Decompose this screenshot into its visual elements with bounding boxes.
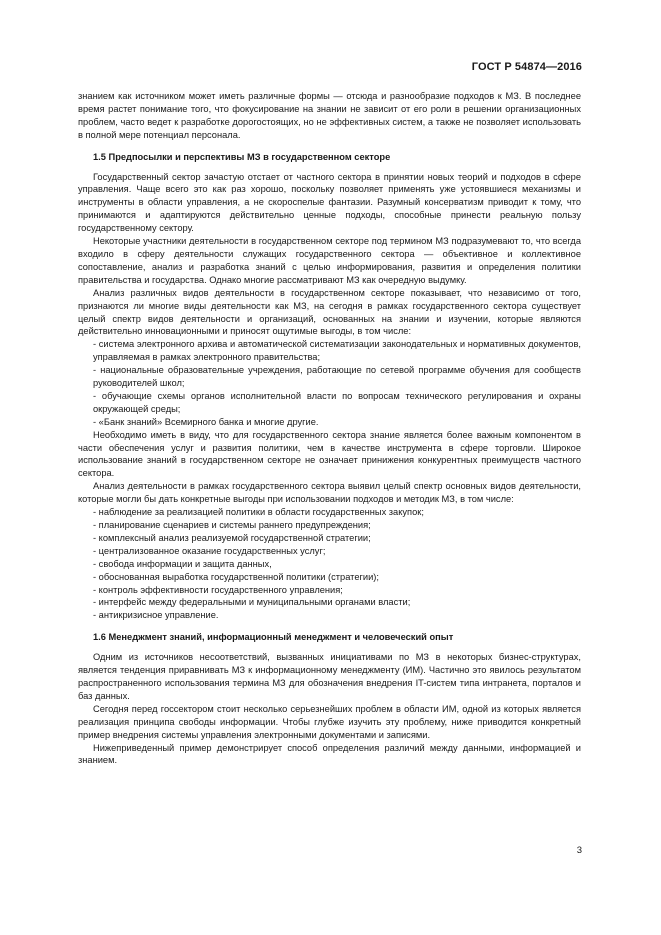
document-body bbox=[78, 90, 581, 767]
paragraph: Необходимо иметь в виду, что для государственного сектора знание является более важным компонентом в части обеспечения услуг и развития политики, чем в качестве инструмента в сфере торговли. Широкое использование знаний в государственном секторе не означает принижения конкурентных преимуществ частного сектора. bbox=[78, 429, 581, 479]
list-item: - система электронного архива и автоматической систематизации законодательных и нормативных документов, управляемая в рамках электронного правительства; bbox=[93, 339, 581, 363]
list-item: - национальные образовательные учреждения, работающие по сетевой программе обучения для сообществ руководителей школ; bbox=[93, 365, 581, 389]
section-heading-1-5: 1.5 Предпосылки и перспективы МЗ в государственном секторе bbox=[93, 151, 391, 162]
list-item: - комплексный анализ реализуемой государственной стратегии; bbox=[93, 532, 371, 543]
list-item: - антикризисное управление. bbox=[93, 610, 219, 621]
paragraph: Анализ различных видов деятельности в государственном секторе показывает, что независимо от того, признаются ли многие виды деятельности как МЗ, на сегодня в рамках государственного сектора существует целый спектр видов деятельности и организаций, основанных на знании и изучении, которые являются действительно инновационными и приносят ощутимые выгоды, в том числе: bbox=[78, 287, 581, 337]
paragraph: Нижеприведенный пример демонстрирует способ определения различий между данными, информацией и знанием. bbox=[78, 742, 581, 766]
list-item: - обучающие схемы органов исполнительной власти по вопросам технического регулирования и охраны окружающей среды; bbox=[93, 390, 581, 414]
paragraph: Некоторые участники деятельности в государственном секторе под термином МЗ подразумевают то, что всегда входило в сферу деятельности служащих государственного сектора — объективное и коллективное сопоставление, анализ и разработка знаний с целью информирования, развития и определения политики правительства и государства. Однако многие рассматривают МЗ как очередную выдумку. bbox=[78, 236, 581, 285]
document-code-header: ГОСТ Р 54874—2016 bbox=[471, 61, 582, 73]
list-item: - централизованное оказание государственных услуг; bbox=[93, 545, 326, 556]
list-item: - обоснованная выработка государственной политики (стратегии); bbox=[93, 571, 379, 582]
paragraph: Одним из источников несоответствий, вызванных инициативами по МЗ в некоторых бизнес-структурах, является тенденция приравнивать МЗ к информационному менеджменту (ИМ). Частично это явилось результатом распространенного использования термина МЗ для обозначения внедрения IT-систем типа интранета, порталов и баз данных. bbox=[78, 652, 581, 701]
list-item: - контроль эффективности государственного управления; bbox=[93, 584, 343, 595]
list-item: - свобода информации и защита данных, bbox=[93, 558, 272, 569]
list-item: - планирование сценариев и системы раннего предупреждения; bbox=[93, 520, 371, 530]
list-item: - наблюдение за реализацией политики в области государственных закупок; bbox=[93, 507, 424, 518]
section-heading-1-6: 1.6 Менеджмент знаний, информационный менеджмент и человеческий опыт bbox=[93, 632, 454, 643]
paragraph: Сегодня перед госсектором стоит несколько серьезнейших проблем в области ИМ, одной из которых является реализация принципа свободы информации. Чтобы глубже изучить эту проблему, ниже приводится конкретный пример внедрения системы управления электронными документами и записями. bbox=[78, 703, 581, 740]
page-number: 3 bbox=[576, 845, 582, 856]
paragraph: Государственный сектор зачастую отстает от частного сектора в принятии новых теорий и подходов в сфере управления. Чаще всего это как раз хорошо, поскольку позволяет применять уже устоявшиеся механизмы и инструменты в области управления, а не скороспелые фантазии. Разумный консерватизм приводит к тому, что принимаются и адаптируются действительно ценные подходы, способные принести реальную пользу государственному сектору. bbox=[78, 171, 581, 234]
list-item: - «Банк знаний» Всемирного банка и многие другие. bbox=[93, 416, 319, 427]
list-item: - интерфейс между федеральными и муниципальными органами власти; bbox=[93, 597, 411, 608]
paragraph: Анализ деятельности в рамках государственного сектора выявил целый спектр основных видов деятельности, которые могли бы дать конкретные выгоды при использовании подходов и методик МЗ, в том числе: bbox=[78, 481, 581, 505]
paragraph-intro: знанием как источником может иметь различные формы — отсюда и разнообразие подходов к МЗ. В последнее время растет понимание того, что фокусирование на знании не зависит от его роли в решении организационных проблем, часто ведет к разработке дорогостоящих, но не эффективных систем, а также не позволяет использовать в полной мере потенциал персонала. bbox=[78, 91, 581, 140]
